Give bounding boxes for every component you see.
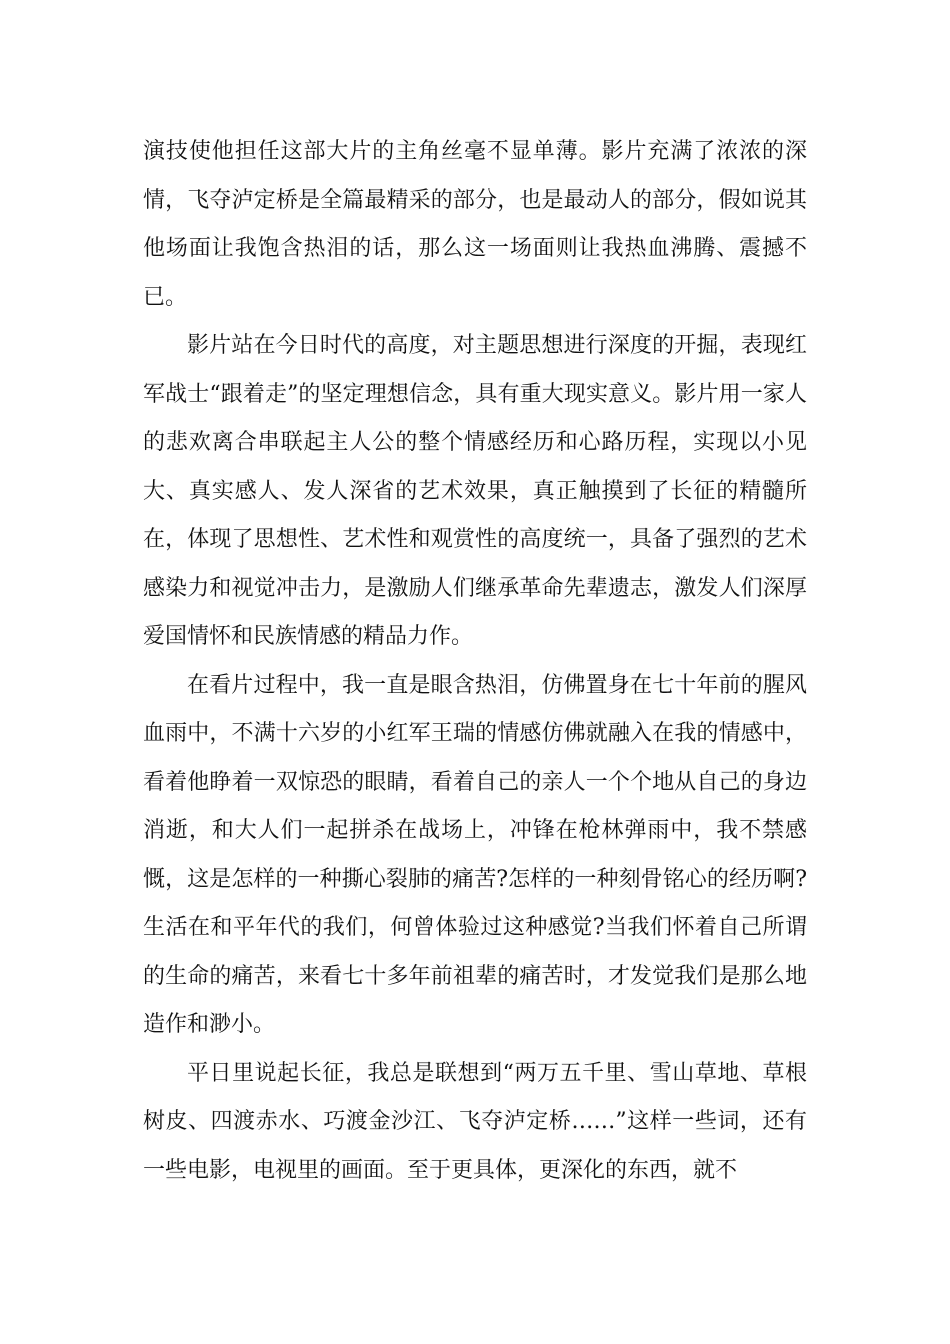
body-text — [143, 128, 807, 1195]
paragraph: 平日里说起长征，我总是联想到“两万五千里、雪山草地、草根树皮、四渡赤水、巧渡金沙江、飞夺泸定桥……”这样一些词，还有一些电影，电视里的画面。至于更具体，更深化的东西，就不 — [143, 1060, 807, 1183]
paragraph: 在看片过程中，我一直是眼含热泪，仿佛置身在七十年前的腥风血雨中，不满十六岁的小红军王瑞的情感仿佛就融入在我的情感中，看着他睁着一双惊恐的眼睛，看着自己的亲人一个个地从自己的身边消逝，和大人们一起拼杀在战场上，冲锋在枪林弹雨中，我不禁感慨，这是怎样的一种撕心裂肺的痛苦?怎样的一种刻骨铭心的经历啊?生活在和平年代的我们，何曾体验过这种感觉?当我们怀着自己所谓的生命的痛苦，来看七十多年前祖辈的痛苦时，才发觉我们是那么地造作和渺小。 — [143, 672, 807, 1037]
paragraph: 影片站在今日时代的高度，对主题思想进行深度的开掘，表现红军战士“跟着走”的坚定理想信念，具有重大现实意义。影片用一家人的悲欢离合串联起主人公的整个情感经历和心路历程，实现以小见大、真实感人、发人深省的艺术效果，真正触摸到了长征的精髓所在，体现了思想性、艺术性和观赏性的高度统一，具备了强烈的艺术感染力和视觉冲击力，是激励人们继承革命先辈遗志，激发人们深厚爱国情怀和民族情感的精品力作。 — [143, 333, 807, 649]
paragraph-continued: 演技使他担任这部大片的主角丝毫不显单薄。影片充满了浓浓的深情，飞夺泸定桥是全篇最精采的部分，也是最动人的部分，假如说其他场面让我饱含热泪的话，那么这一场面则让我热血沸腾、震撼不已。 — [143, 139, 807, 310]
